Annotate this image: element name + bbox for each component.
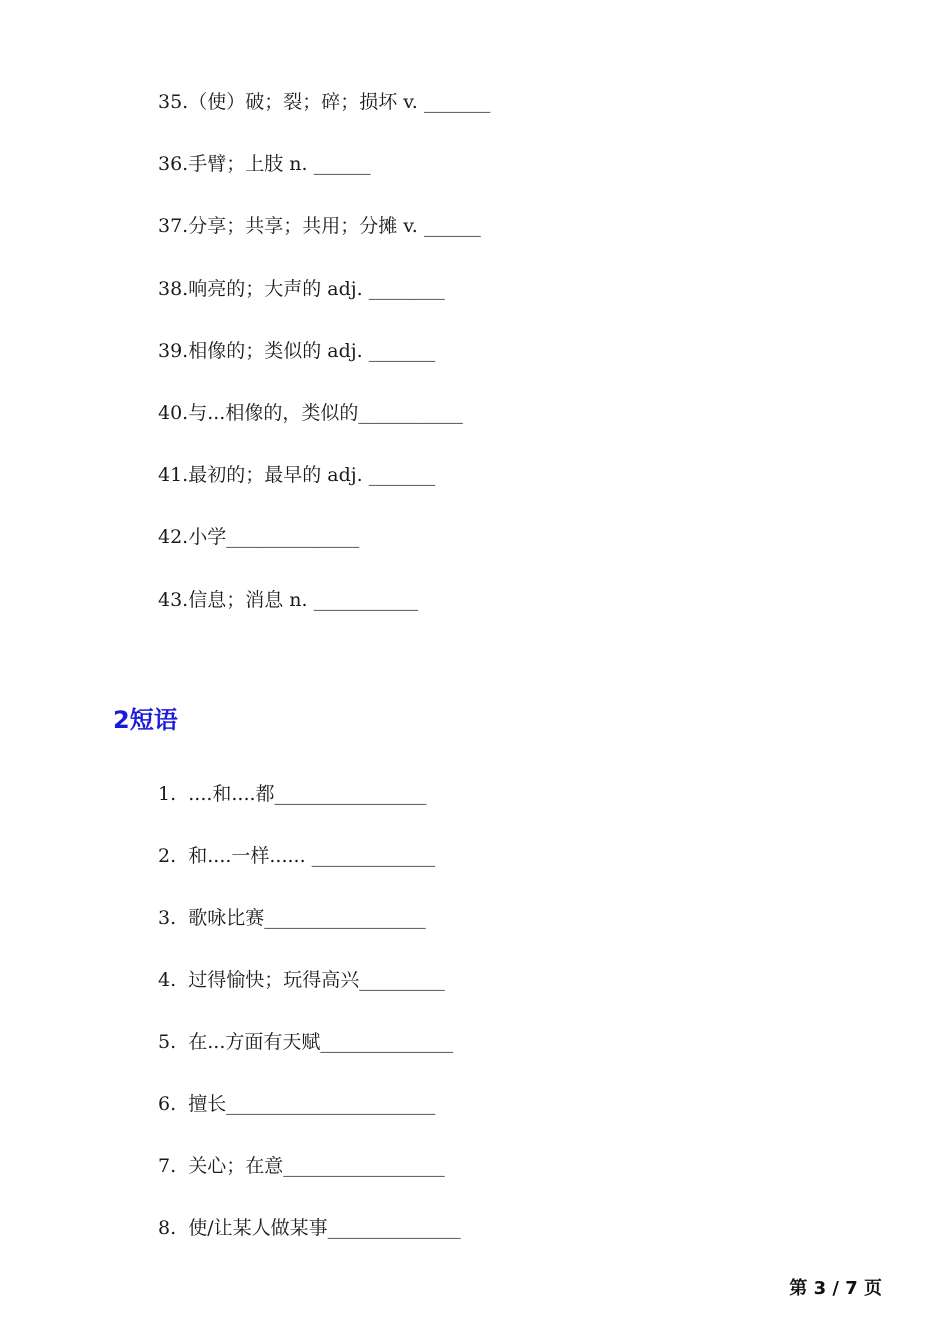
list-item: [158, 457, 490, 519]
list-item: [158, 838, 461, 900]
page-number: 第 3 / 7 页: [789, 1278, 882, 1299]
list-item: [158, 582, 490, 644]
item-text: 小学______________: [188, 526, 360, 549]
item-text: 歌咏比赛_________________: [188, 907, 426, 929]
item-text: 在...方面有天赋______________: [188, 1031, 454, 1053]
list-item: [158, 1210, 461, 1272]
item-text: 信息；消息 n. ___________: [188, 588, 419, 611]
item-number: 2.: [158, 845, 177, 867]
item-text: ....和....都________________: [188, 783, 427, 805]
list-item: [158, 395, 490, 457]
item-text: 手臂；上肢 n. ______: [188, 153, 371, 176]
item-text: 响亮的；大声的 adj. ________: [188, 277, 445, 300]
item-text: 擅长______________________: [188, 1093, 436, 1115]
item-number: 3.: [158, 907, 177, 929]
item-text: 和....一样...... _____________: [188, 845, 436, 867]
item-number: 4.: [158, 969, 177, 991]
list-item: [158, 208, 490, 270]
list-item: [158, 962, 461, 1024]
item-number: 35.: [158, 91, 189, 113]
item-number: 8.: [158, 1217, 177, 1239]
item-number: 41.: [158, 464, 189, 487]
item-number: 37.: [158, 215, 189, 238]
item-text: 关心；在意_________________: [188, 1155, 445, 1177]
list-item: [158, 1086, 461, 1148]
item-text: 与...相像的，类似的___________: [188, 401, 463, 424]
item-number: 1.: [158, 783, 177, 805]
list-item: [158, 333, 490, 395]
item-number: 38.: [158, 277, 189, 300]
section-heading: 2短语: [113, 706, 178, 734]
phrase-list: [158, 776, 461, 1272]
item-text: 分享；共享；共用；分摊 v. ______: [188, 215, 481, 238]
item-number: 42.: [158, 526, 189, 549]
list-item: [158, 519, 490, 581]
item-text: 最初的；最早的 adj. _______: [188, 464, 436, 487]
list-item: [158, 900, 461, 962]
list-item: [158, 1024, 461, 1086]
item-text: 过得愉快；玩得高兴_________: [188, 969, 445, 991]
item-text: （使）破；裂；碎；损坏 v. _______: [188, 91, 491, 113]
vocabulary-list: [158, 84, 490, 644]
list-item: [158, 271, 490, 333]
item-number: 5.: [158, 1031, 177, 1053]
list-item: [158, 84, 490, 146]
item-number: 6.: [158, 1093, 177, 1115]
list-item: [158, 1148, 461, 1210]
item-number: 36.: [158, 153, 189, 176]
item-number: 7.: [158, 1155, 177, 1177]
item-number: 40.: [158, 401, 189, 424]
item-number: 43.: [158, 588, 189, 611]
list-item: [158, 776, 461, 838]
list-item: [158, 146, 490, 208]
item-number: 39.: [158, 339, 189, 362]
item-text: 使/让某人做某事______________: [188, 1217, 461, 1239]
item-text: 相像的；类似的 adj. _______: [188, 339, 436, 362]
